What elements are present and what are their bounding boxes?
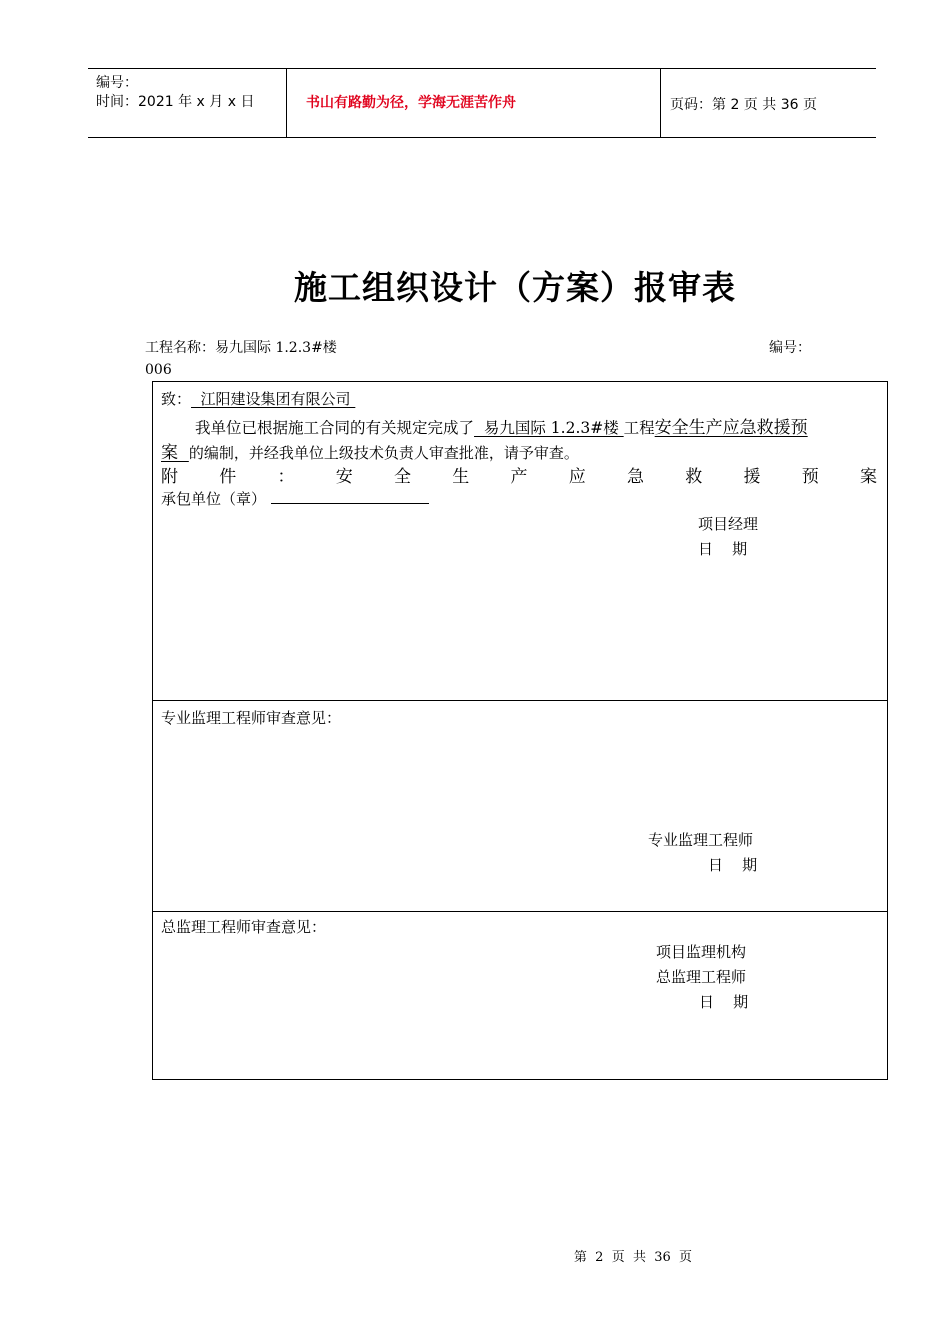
attachment-char: 应 [568, 467, 586, 487]
document-title: 施工组织设计（方案）报审表 [294, 268, 736, 307]
statement-plan-part2: 案 [161, 443, 189, 463]
section-divider [153, 700, 887, 701]
statement-line-1 [195, 413, 808, 438]
page-footer: 第 2 页 共 36 页 [573, 1250, 693, 1265]
attachment-char: 援 [743, 467, 761, 487]
project-manager-label: 项目经理 [698, 515, 759, 533]
attachment-char: 急 [627, 467, 644, 487]
attachment-char: 案 [860, 467, 877, 487]
addressee-value: 江阳建设集团有限公司 [191, 390, 356, 408]
supervision-org-label: 项目监理机构 [656, 943, 747, 961]
statement-line-2 [161, 438, 579, 463]
chief-review-heading: 总监理工程师审查意见： [161, 918, 327, 936]
chief-signer-label: 总监理工程师 [656, 968, 747, 986]
attachment-char: 救 [685, 467, 703, 487]
header-page-label: 页码：第 2 页 共 36 页 [670, 97, 817, 113]
contractor-signature-blank [271, 491, 429, 504]
attachment-char: 安 [335, 467, 353, 487]
engineer-signer-label: 专业监理工程师 [648, 831, 754, 849]
number-label: 编号： [769, 340, 811, 356]
contractor-line [161, 488, 429, 509]
section1-date-label: 日 期 [698, 540, 748, 558]
engineer-review-heading: 专业监理工程师审查意见： [161, 709, 342, 727]
page-header [88, 68, 876, 138]
section-divider [153, 911, 887, 912]
attachment-char: 生 [452, 467, 470, 487]
header-time-label: 时间：2021 年 x 月 x 日 [96, 94, 255, 110]
header-code-label: 编号： [96, 75, 138, 91]
header-divider [660, 69, 661, 137]
review-form [152, 381, 888, 1080]
addressee-label: 致： [161, 390, 192, 408]
statement-prefix: 我单位已根据施工合同的有关规定完成了 [195, 419, 475, 437]
attachment-char: 产 [510, 467, 528, 487]
statement-plan-part1: 安全生产应急救援预 [654, 418, 808, 438]
project-name: 工程名称：易九国际 1.2.3#楼 [145, 340, 337, 356]
contractor-label: 承包单位（章） [161, 490, 267, 508]
header-motto: 书山有路勤为径，学海无涯苦作舟 [306, 95, 516, 111]
attachment-char: 件 [219, 467, 237, 487]
header-divider [286, 69, 287, 137]
section3-date-label: 日 期 [699, 993, 749, 1011]
attachment-line [161, 462, 877, 487]
addressee-line [161, 388, 355, 409]
attachment-char: 预 [801, 467, 819, 487]
number-value: 006 [145, 362, 172, 378]
section2-date-label: 日 期 [708, 856, 758, 874]
attachment-char: 附 [161, 467, 178, 487]
attachment-char: ： [277, 467, 295, 487]
statement-mid: 工程 [623, 419, 655, 437]
statement-project: 易九国际 1.2.3#楼 [474, 419, 624, 437]
attachment-char: 全 [394, 467, 411, 487]
statement-suffix: 的编制，并经我单位上级技术负责人审查批准，请予审查。 [188, 444, 579, 462]
